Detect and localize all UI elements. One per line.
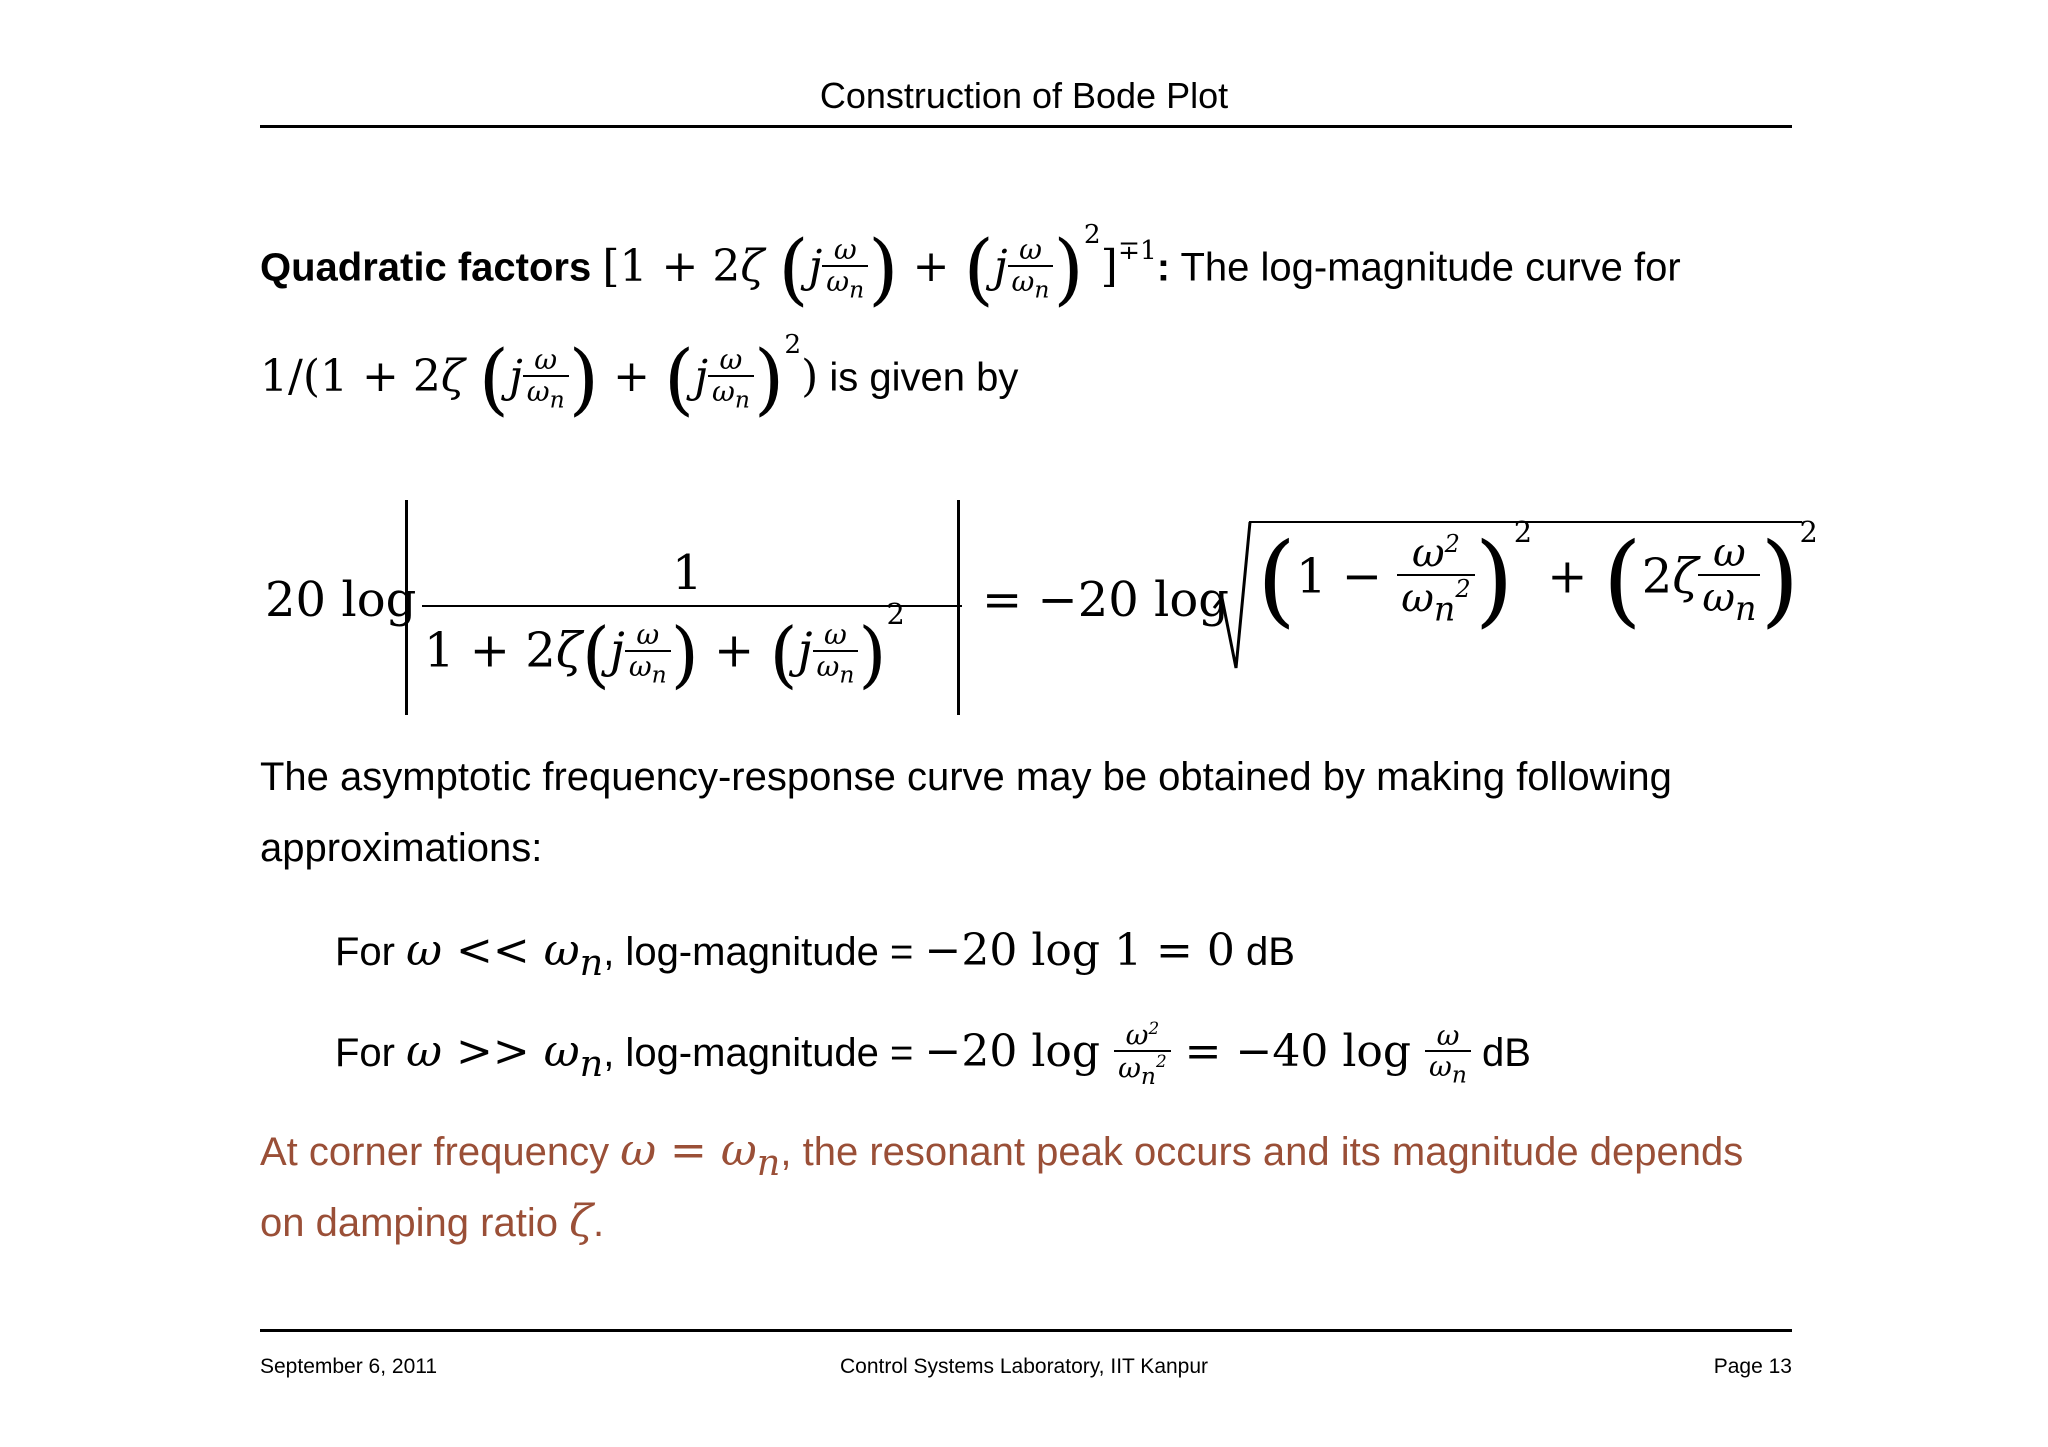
high-frequency-result: −20 log $\frac{\omega^2}{\omega_n^2}$ = −40 log $\frac{\omega}{\omega_n}$ — [925, 1026, 1471, 1077]
equation-lhs-prefix: 20 log — [265, 572, 417, 628]
page-title: Construction of Bode Plot — [819, 75, 1229, 116]
log-magnitude-equation — [262, 500, 1818, 715]
equation-rhs-prefix: = −20 log — [982, 572, 1230, 628]
corner-frequency-pre: At corner frequency — [260, 1130, 610, 1174]
reciprocal-line — [260, 328, 1019, 424]
log-magnitude-label-low: , log-magnitude = — [603, 930, 925, 974]
footer-rule — [260, 1329, 1792, 1332]
for-label-low: For — [335, 930, 395, 974]
damping-ratio-text: on damping ratio — [260, 1201, 558, 1245]
log-magnitude-label-high: , log-magnitude = — [603, 1031, 925, 1076]
asymptotic-line-2: approximations: — [260, 826, 543, 870]
approximation-high-frequency — [335, 1020, 1531, 1089]
header-rule — [260, 125, 1792, 128]
quadratic-colon: : — [1156, 245, 1171, 290]
sqrt-content: (1 − $\frac{\omega^2}{\omega_n^2}$ )$^2$ + (2ζ $\frac{\omega}{\omega_n}$ )$^2$ — [1257, 514, 1818, 638]
corner-frequency-condition: $\omega = \omega_n$ — [620, 1125, 781, 1184]
reciprocal-expression: 1/(1 + 2ζ (j $\frac{\omega}{\omega_n}$ ) + (j $\frac{\omega}{\omega_n}$ )$^2$) — [260, 328, 819, 424]
quadratic-factors-heading: Quadratic factors — [260, 245, 592, 290]
high-frequency-condition: $\omega >> \omega_n$ — [406, 1026, 604, 1085]
quadratic-text-1: The log-magnitude curve for — [1170, 245, 1681, 290]
equation-fraction-numerator: 1 — [672, 545, 703, 601]
quadratic-factor-expression: [1 + 2ζ (j $\frac{\omega}{\omega_n}$ ) + (j $\frac{\omega}{\omega_n}$ )$^2$]$^{\mp 1}$ — [602, 218, 1157, 314]
corner-frequency-line-1 — [260, 1125, 1743, 1184]
footer-date: September 6, 2011 — [260, 1355, 438, 1378]
quadratic-factors-line — [260, 218, 1681, 314]
corner-frequency-post: , the resonant peak occurs and its magnitude depends — [780, 1130, 1744, 1174]
asymptotic-line-1: The asymptotic frequency-response curve may be obtained by making following — [260, 755, 1672, 799]
equation-fraction-bar — [422, 605, 962, 607]
unit-db-high: dB — [1482, 1031, 1531, 1076]
sqrt-sign — [1212, 518, 1252, 678]
for-label-high: For — [335, 1031, 395, 1076]
corner-frequency-line-2: on damping ratio ζ. — [260, 1196, 605, 1247]
low-frequency-condition: $\omega << \omega_n$ — [406, 925, 604, 984]
abs-bar-left — [405, 500, 408, 715]
footer-lab: Control Systems Laboratory, IIT Kanpur — [839, 1355, 1209, 1378]
is-given-by-text: is given by — [818, 355, 1019, 400]
footer-page-number: Page 13 — [1713, 1355, 1792, 1378]
damping-ratio-symbol: ζ — [569, 1196, 593, 1247]
unit-db-low: dB — [1246, 930, 1295, 974]
approximation-low-frequency — [335, 925, 1295, 984]
low-frequency-result: −20 log 1 = 0 — [924, 925, 1235, 976]
abs-bar-right — [957, 500, 960, 715]
equation-fraction-denominator: 1 + 2ζ(j $\frac{\omega}{\omega_n}$ ) + (j $\frac{\omega}{\omega_n}$ )$^2$ — [424, 596, 905, 696]
